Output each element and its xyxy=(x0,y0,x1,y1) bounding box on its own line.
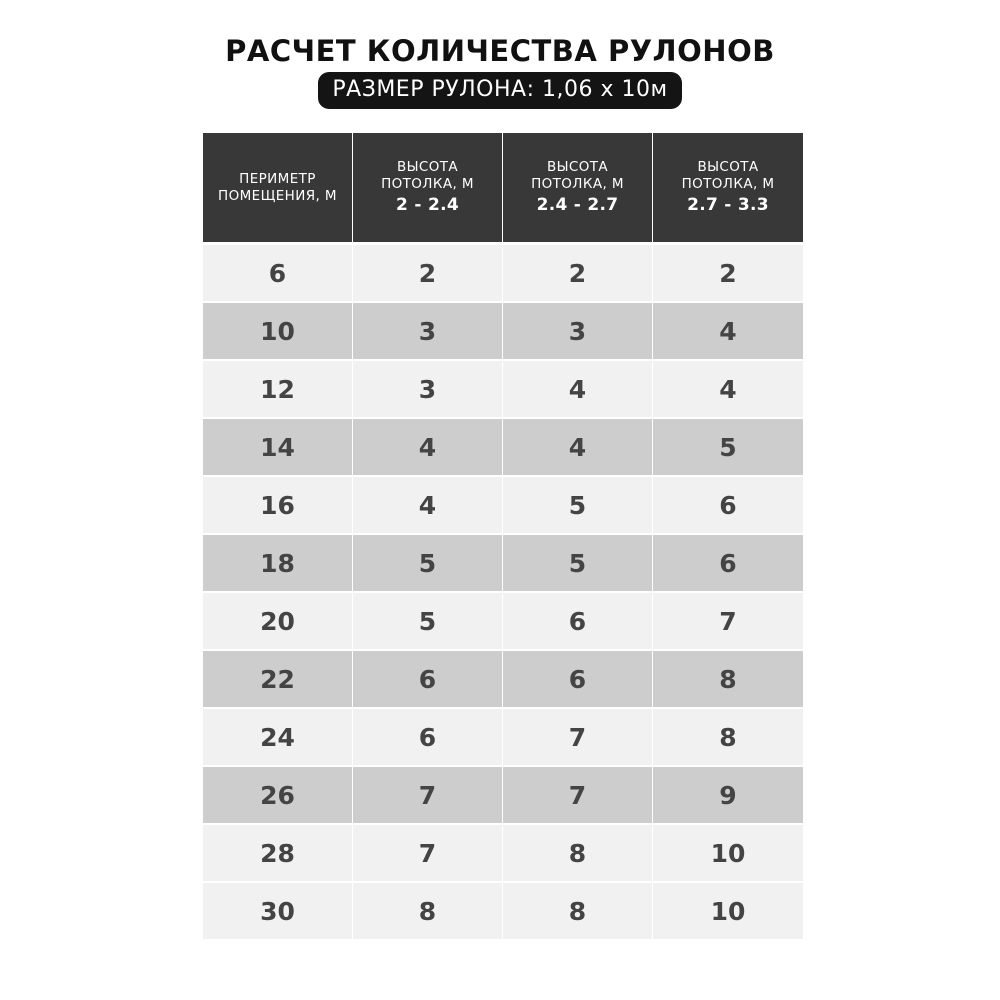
table-cell: 6 xyxy=(353,651,502,707)
header-height-2.7-3.3 xyxy=(653,133,803,242)
table-row xyxy=(203,535,803,591)
table-cell: 7 xyxy=(653,593,803,649)
subtitle-wrap xyxy=(0,72,1000,109)
table-row xyxy=(203,825,803,881)
table-row xyxy=(203,767,803,823)
table-row xyxy=(203,361,803,417)
table-cell: 5 xyxy=(353,535,502,591)
table-cell: 8 xyxy=(653,709,803,765)
header-height-line1: ВЫСОТА xyxy=(697,159,759,175)
table-cell: 7 xyxy=(503,767,652,823)
table-cell: 6 xyxy=(503,651,652,707)
table-row xyxy=(203,245,803,301)
table-cell: 6 xyxy=(503,593,652,649)
table-header xyxy=(203,133,803,242)
table-cell: 6 xyxy=(353,709,502,765)
table-cell-perimeter: 26 xyxy=(203,767,352,823)
table-cell: 5 xyxy=(653,419,803,475)
table-cell-perimeter: 10 xyxy=(203,303,352,359)
table-cell: 4 xyxy=(503,361,652,417)
table-cell: 8 xyxy=(503,825,652,881)
header-height-line2: ПОТОЛКА, М xyxy=(381,176,474,192)
table-row xyxy=(203,593,803,649)
table-cell: 8 xyxy=(503,883,652,939)
table-cell: 10 xyxy=(653,883,803,939)
table-cell-perimeter: 16 xyxy=(203,477,352,533)
table-cell: 2 xyxy=(653,245,803,301)
table-cell: 7 xyxy=(503,709,652,765)
table-row xyxy=(203,883,803,939)
table-row xyxy=(203,303,803,359)
header-perimeter-line2: ПОМЕЩЕНИЯ, М xyxy=(218,187,337,204)
table-cell: 9 xyxy=(653,767,803,823)
header-height-line1: ВЫСОТА xyxy=(546,159,609,175)
header-perimeter-line1: ПЕРИМЕТР xyxy=(239,170,316,187)
table-cell: 4 xyxy=(353,419,502,475)
table-cell: 4 xyxy=(353,477,502,533)
table-cell: 3 xyxy=(353,303,502,359)
table-cell: 5 xyxy=(353,593,502,649)
table-cell: 7 xyxy=(353,825,502,881)
table-cell-perimeter: 6 xyxy=(203,245,352,301)
table-cell-perimeter: 14 xyxy=(203,419,352,475)
header-perimeter xyxy=(203,133,352,242)
table-cell: 5 xyxy=(503,535,652,591)
table-cell: 6 xyxy=(653,535,803,591)
table-cell: 2 xyxy=(353,245,502,301)
table-cell-perimeter: 24 xyxy=(203,709,352,765)
table-cell: 4 xyxy=(503,419,652,475)
table-row xyxy=(203,709,803,765)
header-height-range: 2.4 - 2.7 xyxy=(536,195,619,215)
table-cell-perimeter: 18 xyxy=(203,535,352,591)
header-height-range: 2 - 2.4 xyxy=(396,195,459,215)
table-body xyxy=(203,245,803,939)
rolls-table xyxy=(203,133,803,939)
header-height-line1: ВЫСОТА xyxy=(396,159,459,175)
table-cell: 3 xyxy=(353,361,502,417)
table-cell: 10 xyxy=(653,825,803,881)
page-title: РАСЧЕТ КОЛИЧЕСТВА РУЛОНОВ xyxy=(225,34,775,68)
table-cell-perimeter: 20 xyxy=(203,593,352,649)
table-row xyxy=(203,651,803,707)
table-cell: 8 xyxy=(653,651,803,707)
table-cell: 4 xyxy=(653,361,803,417)
header-height-2.4-2.7 xyxy=(503,133,652,242)
table-cell: 7 xyxy=(353,767,502,823)
table-cell: 8 xyxy=(353,883,502,939)
table-cell: 3 xyxy=(503,303,652,359)
table-cell-perimeter: 22 xyxy=(203,651,352,707)
roll-size-badge: РАЗМЕР РУЛОНА: 1,06 х 10м xyxy=(318,72,681,109)
table-cell-perimeter: 30 xyxy=(203,883,352,939)
table-cell-perimeter: 28 xyxy=(203,825,352,881)
header-height-range: 2.7 - 3.3 xyxy=(687,195,769,215)
table-cell: 2 xyxy=(503,245,652,301)
table-cell: 5 xyxy=(503,477,652,533)
table-cell: 4 xyxy=(653,303,803,359)
header-height-2-2.4 xyxy=(353,133,502,242)
table-cell: 6 xyxy=(653,477,803,533)
header-height-line2: ПОТОЛКА, М xyxy=(681,176,775,192)
table-cell-perimeter: 12 xyxy=(203,361,352,417)
table-row xyxy=(203,419,803,475)
table-row xyxy=(203,477,803,533)
header-height-line2: ПОТОЛКА, М xyxy=(531,176,624,192)
